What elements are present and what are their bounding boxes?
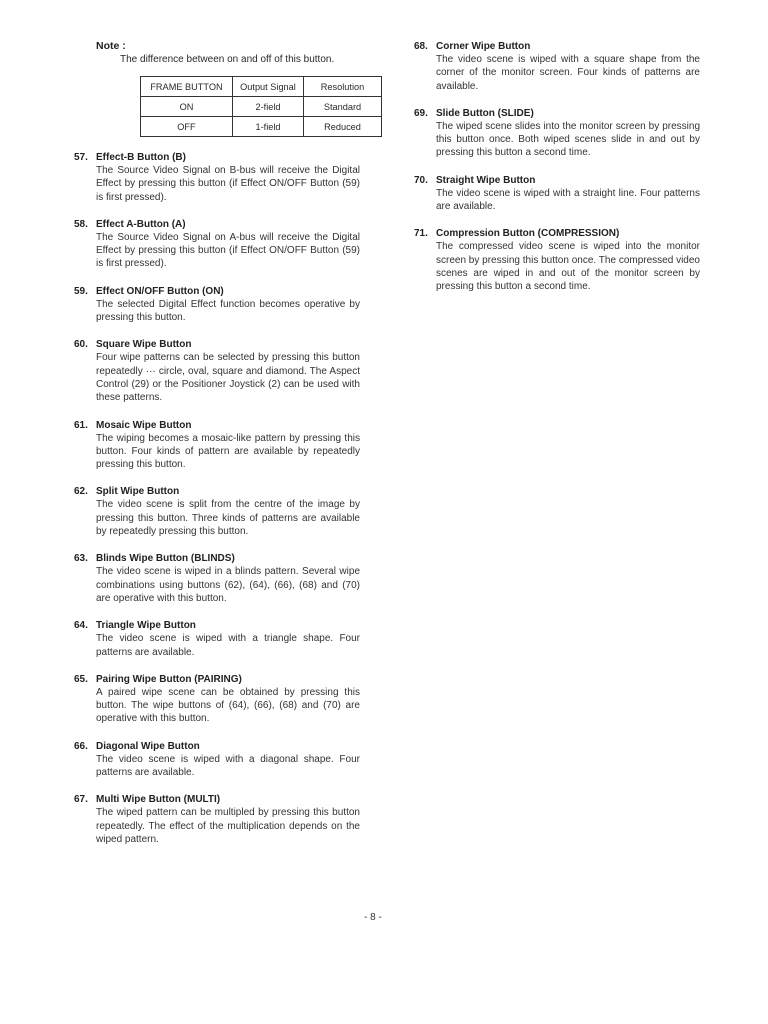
table-cell: Reduced	[304, 117, 382, 137]
item-description: The video scene is wiped with a diagonal shape. Four patterns are available.	[96, 753, 360, 779]
item-title: Blinds Wipe Button (BLINDS)	[96, 553, 235, 565]
item-title: Corner Wipe Button	[436, 41, 531, 52]
list-item	[74, 485, 360, 538]
item-title: Straight Wipe Button	[436, 174, 536, 186]
item-title: Effect-B Button (B)	[96, 152, 186, 163]
item-title: Diagonal Wipe Button	[96, 740, 200, 752]
item-number: 69.	[414, 107, 428, 119]
item-description: The video scene is wiped with a square shape from the corner of the monitor screen. Four kinds of patterns are available.	[436, 54, 700, 92]
left-column	[74, 40, 365, 860]
right-column	[414, 40, 700, 308]
table-header-cell: Resolution	[304, 77, 382, 97]
left-item-list	[74, 151, 360, 846]
item-description: The selected Digital Effect function becomes operative by pressing this button.	[96, 298, 360, 324]
item-number: 61.	[74, 419, 88, 431]
list-item	[414, 174, 700, 214]
item-title: Slide Button (SLIDE)	[436, 107, 534, 119]
list-item	[74, 673, 360, 726]
item-number: 57.	[74, 152, 88, 163]
table-cell: Standard	[304, 97, 382, 117]
table-cell: OFF	[141, 117, 233, 137]
item-title: Triangle Wipe Button	[96, 620, 196, 632]
list-item	[74, 151, 360, 204]
item-number: 70.	[414, 174, 428, 186]
item-title: Effect ON/OFF Button (ON)	[96, 285, 224, 297]
item-title: Pairing Wipe Button (PAIRING)	[96, 673, 242, 685]
item-description: The wiping becomes a mosaic-like pattern by pressing this button. Four kinds of pattern are available by repeatedly pressing this button.	[96, 432, 360, 471]
item-description: The video scene is split from the centre of the image by pressing this button. Three kinds of patterns are available by repeatedly pressing this button.	[96, 499, 360, 538]
note-block	[96, 40, 365, 137]
list-item	[414, 40, 700, 93]
table-header-cell: FRAME BUTTON	[141, 77, 233, 97]
item-description: The video scene is wiped with a triangle shape. Four patterns are available.	[96, 633, 360, 658]
list-item	[74, 552, 360, 605]
item-number: 65.	[74, 673, 88, 685]
item-number: 68.	[414, 41, 428, 52]
item-description: The video scene is wiped with a straight line. Four patterns are available.	[436, 187, 700, 213]
item-number: 58.	[74, 218, 88, 230]
item-description: The Source Video Signal on A-bus will receive the Digital Effect by pressing this button (if Effect ON/OFF Button (59) is first pressed).	[96, 231, 360, 270]
list-item	[74, 740, 360, 780]
note-text: The difference between on and off of this button.	[120, 54, 335, 65]
item-number: 67.	[74, 794, 88, 806]
item-title: Effect A-Button (A)	[96, 218, 186, 230]
table-cell: 2-field	[232, 97, 303, 117]
table-header-cell: Output Signal	[232, 77, 303, 97]
list-item	[74, 619, 360, 659]
item-title: Split Wipe Button	[96, 486, 180, 498]
item-description: Four wipe patterns can be selected by pressing this button repeatedly ··· circle, oval, square and diamond. The Aspect Control (29) or the Positioner Joystick (2) can be used with these patterns.	[96, 352, 360, 404]
item-description: The compressed video scene is wiped into the monitor screen by pressing this button once. The compressed video scenes are wiped in and out of the monitor screen by pressing this button a second time.	[436, 241, 700, 293]
table-row	[141, 97, 382, 117]
list-item	[74, 218, 360, 271]
list-item	[74, 338, 360, 404]
table-cell: 1-field	[232, 117, 303, 137]
item-description: The wiped pattern can be multipled by pressing this button repeatedly. The effect of the multiplication depends on the wiped pattern.	[96, 807, 360, 845]
item-description: The video scene is wiped in a blinds pattern. Several wipe combinations using buttons (62), (64), (66), (68) and (70) are operative with this button.	[96, 566, 360, 604]
item-title: Multi Wipe Button (MULTI)	[96, 794, 221, 806]
item-number: 66.	[74, 740, 88, 752]
table-cell: ON	[141, 97, 233, 117]
item-number: 64.	[74, 620, 88, 632]
item-title: Mosaic Wipe Button	[96, 419, 192, 431]
item-description: The Source Video Signal on B-bus will receive the Digital Effect by pressing this button (if Effect ON/OFF Button (59) is first pressed).	[96, 165, 360, 203]
table-header-row	[141, 77, 382, 97]
frame-button-table	[140, 76, 382, 137]
table-row	[141, 117, 382, 137]
item-number: 59.	[74, 285, 88, 297]
list-item	[414, 227, 700, 293]
item-title: Square Wipe Button	[96, 339, 192, 351]
item-number: 63.	[74, 553, 88, 565]
list-item	[74, 285, 360, 325]
list-item	[414, 107, 700, 160]
item-number: 60.	[74, 339, 88, 351]
item-description: A paired wipe scene can be obtained by pressing this button. The wipe buttons of (64), (66), (68) and (70) are operative with this button.	[96, 686, 360, 725]
note-title: Note :	[96, 40, 126, 52]
list-item	[74, 793, 360, 846]
item-title: Compression Button (COMPRESSION)	[436, 228, 620, 240]
item-number: 71.	[414, 228, 428, 240]
item-number: 62.	[74, 486, 88, 498]
list-item	[74, 419, 360, 472]
item-description: The wiped scene slides into the monitor screen by pressing this button once. Both wiped scenes slide in and out by pressing this button a second time.	[436, 120, 700, 159]
page-number: - 8 -	[364, 912, 382, 923]
